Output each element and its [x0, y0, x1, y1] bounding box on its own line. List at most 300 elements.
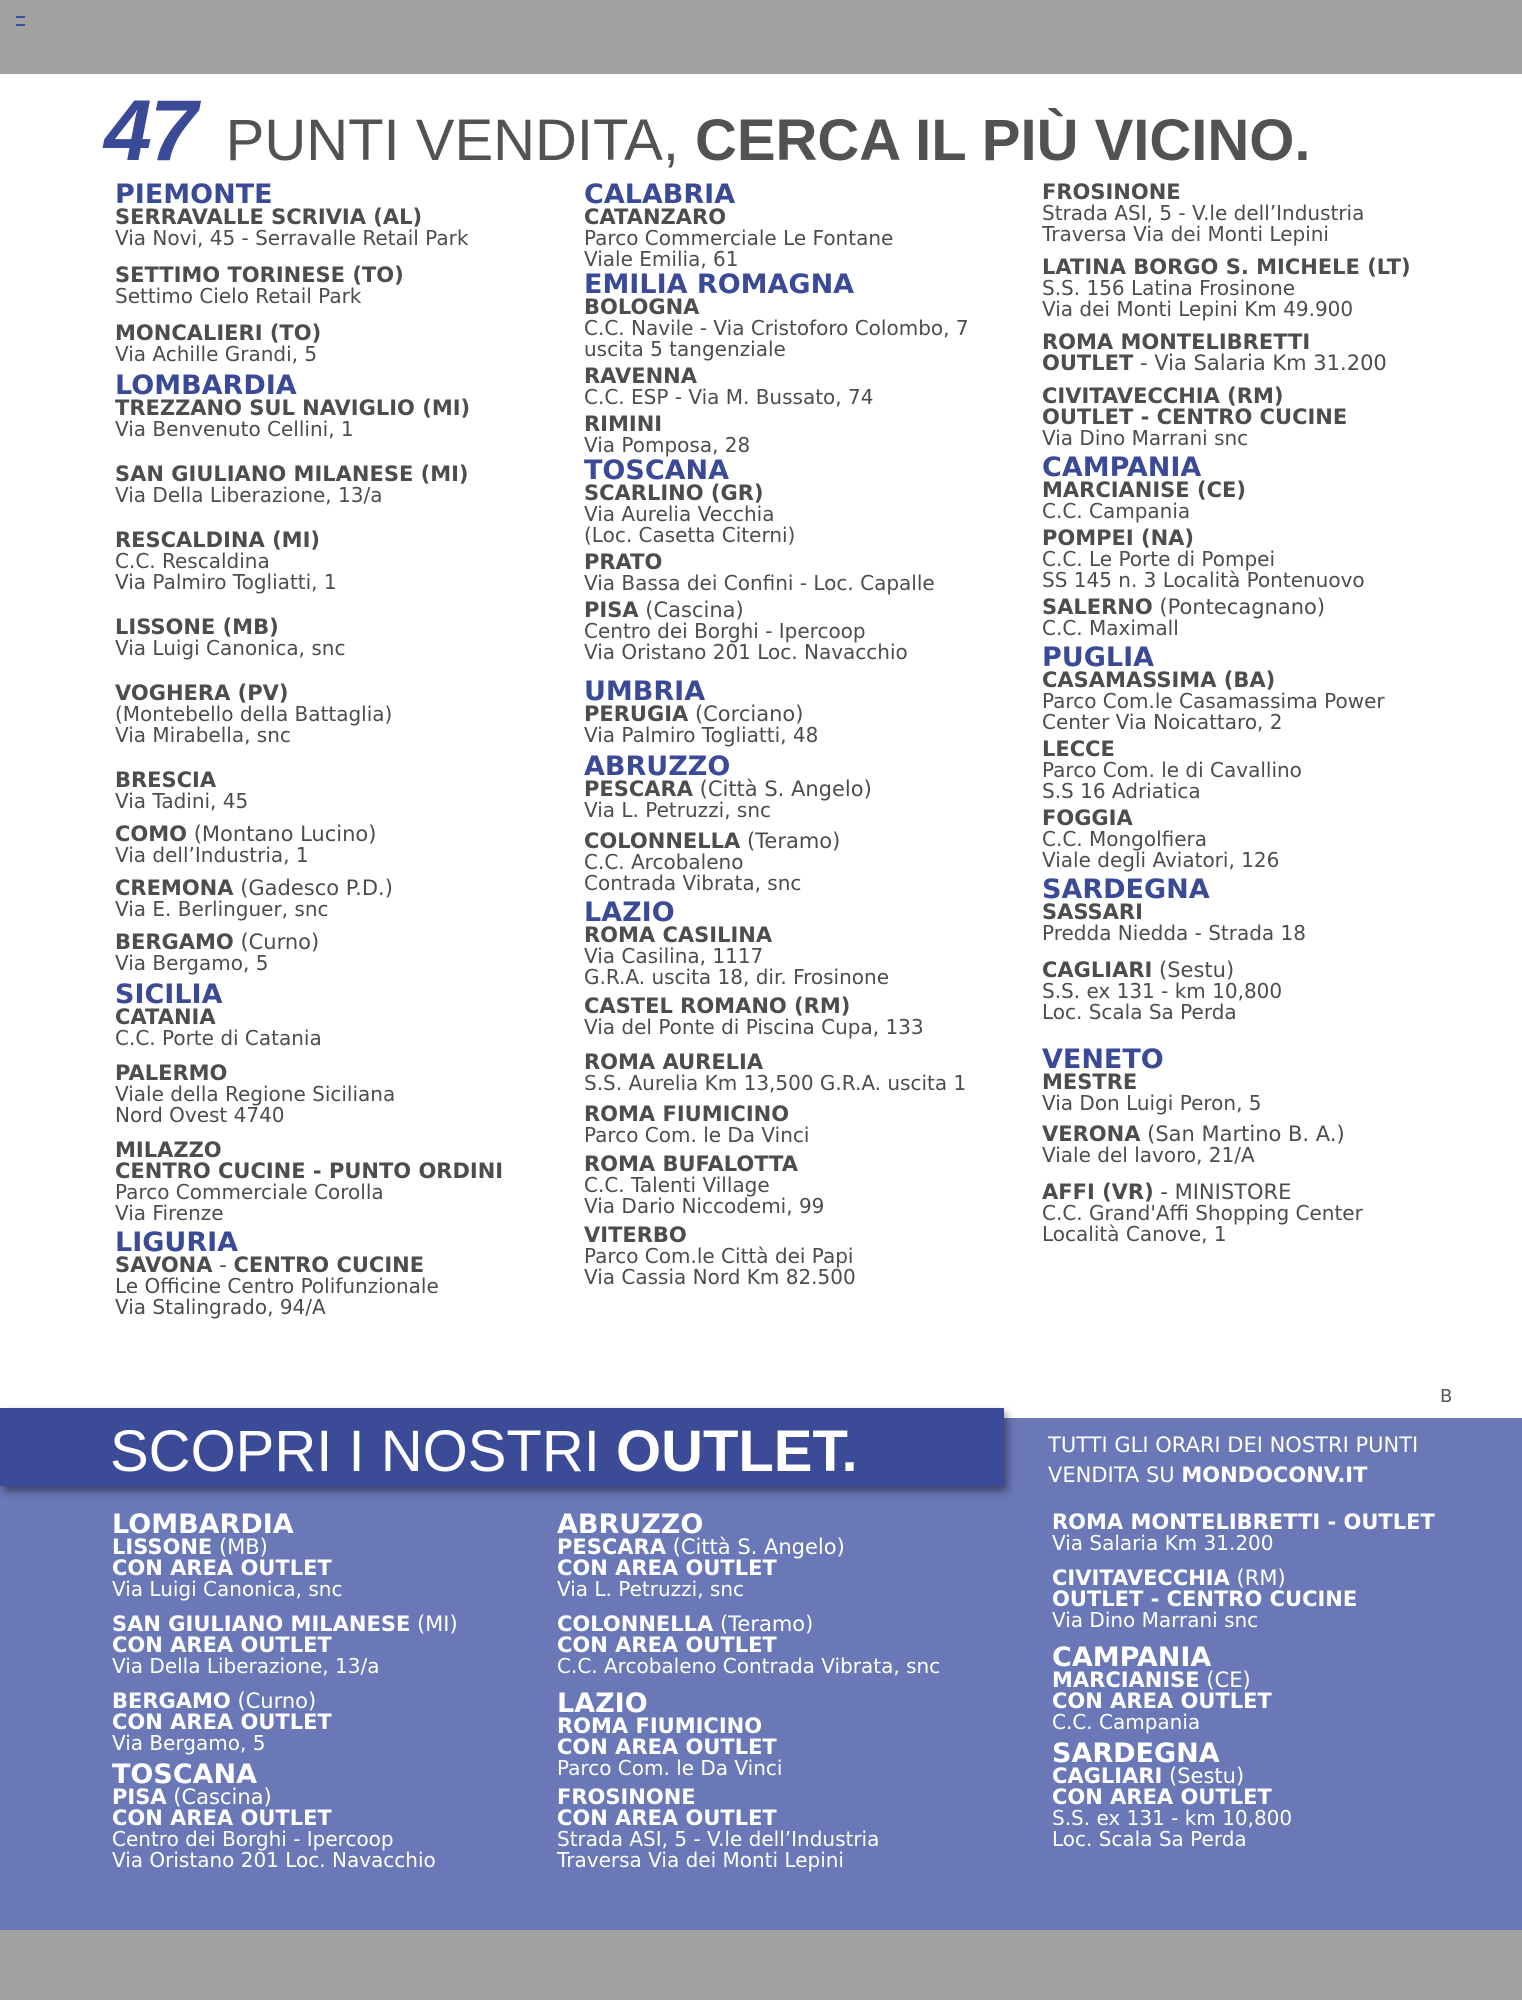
- region-heading: VENETO: [1042, 1044, 1164, 1075]
- store-name: [115, 265, 535, 286]
- store-name: [584, 1104, 1004, 1125]
- store-entry: [1052, 1568, 1512, 1631]
- outlet-banner: [0, 1408, 1004, 1486]
- store-name-text: MARCIANISE (CE): [1042, 478, 1246, 502]
- store-entry: [584, 414, 1004, 456]
- store-name-text: RAVENNA: [584, 364, 697, 388]
- store-subtitle-text: CENTRO CUCINE - PUNTO ORDINI: [115, 1159, 504, 1183]
- store-name-text: PALERMO: [115, 1061, 228, 1085]
- address-line: Viale della Regione Siciliana: [115, 1082, 396, 1106]
- store-subtitle-text: CON AREA OUTLET: [557, 1735, 777, 1759]
- title-bold: CERCA IL PIÙ VICINO.: [694, 108, 1311, 173]
- store-name-text: VOGHERA (PV): [115, 681, 289, 705]
- store-name-text: SASSARI: [1042, 900, 1143, 924]
- store-name-text: MONCALIERI (TO): [115, 321, 322, 345]
- store-name: [584, 600, 1004, 621]
- store-entry: [1052, 1738, 1512, 1851]
- store-entry: [1042, 528, 1462, 591]
- store-subtitle: [1052, 1691, 1512, 1712]
- stores-column-3: [1042, 182, 1462, 1245]
- address-line: Traversa Via dei Monti Lepini: [557, 1848, 844, 1872]
- store-entry: [584, 179, 1004, 271]
- region-heading: LOMBARDIA: [112, 1509, 294, 1540]
- address-line: Parco Com. le Da Vinci: [557, 1756, 783, 1780]
- store-name-text: COLONNELLA: [584, 829, 741, 853]
- store-subtitle-text: CON AREA OUTLET: [557, 1806, 777, 1830]
- store-name-text: PISA: [584, 598, 639, 622]
- store-name: [1042, 902, 1462, 923]
- store-name: [1042, 960, 1462, 981]
- store-name: [1052, 1568, 1512, 1589]
- store-name-text: FROSINONE: [557, 1785, 696, 1809]
- store-subtitle-text: OUTLET - CENTRO CUCINE: [1042, 405, 1348, 429]
- store-name: [1042, 670, 1462, 691]
- store-locality: (Pontecagnano): [1152, 595, 1326, 619]
- store-locality: (Sestu): [1152, 958, 1235, 982]
- store-entry: [115, 878, 535, 920]
- region-heading: PIEMONTE: [115, 179, 273, 210]
- address-line: C.C. Maximall: [1042, 616, 1179, 640]
- store-name-text: ROMA FIUMICINO: [584, 1102, 790, 1126]
- address-line: Center Via Noicattaro, 2: [1042, 710, 1283, 734]
- store-locality: (RM): [1229, 1566, 1286, 1590]
- address-line: C.C. Navile - Via Cristoforo Colombo, 7: [584, 316, 969, 340]
- address-line: Via E. Berlinguer, snc: [115, 897, 329, 921]
- store-locality: (Cascina): [166, 1785, 272, 1809]
- store-name: [115, 530, 535, 551]
- outlet-banner-title: SCOPRI I NOSTRI OUTLET.: [110, 1419, 858, 1484]
- address-line: Le Officine Centro Polifunzionale: [115, 1274, 439, 1298]
- store-name: [115, 464, 535, 485]
- store-subtitle-text: CON AREA OUTLET: [112, 1806, 332, 1830]
- store-entry: [1042, 1182, 1462, 1245]
- store-locality: (Teramo): [713, 1612, 814, 1636]
- address-line: Via Tadini, 45: [115, 789, 249, 813]
- store-name-text: TREZZANO SUL NAVIGLIO (MI): [115, 396, 471, 420]
- store-name-text: RESCALDINA (MI): [115, 528, 320, 552]
- address-line: Via Dino Marrani snc: [1052, 1608, 1259, 1632]
- address-line: Via Luigi Canonica, snc: [112, 1577, 343, 1601]
- store-entry: [112, 1759, 572, 1872]
- store-name: [584, 414, 1004, 435]
- store-subtitle: [557, 1808, 1017, 1829]
- store-entry: [1052, 1642, 1512, 1734]
- store-entry: [557, 1688, 1017, 1780]
- store-name: [584, 925, 1004, 946]
- store-name: [1042, 1124, 1462, 1145]
- store-entry: [115, 370, 535, 441]
- store-subtitle-text: CON AREA OUTLET: [112, 1633, 332, 1657]
- store-entry: [115, 464, 535, 506]
- store-name: [115, 824, 535, 845]
- region-heading: SICILIA: [115, 979, 223, 1010]
- store-name-text: LISSONE (MB): [115, 615, 279, 639]
- address-line: C.C. Campania: [1042, 499, 1191, 523]
- address-line: Via Dino Marrani snc: [1042, 426, 1249, 450]
- store-name: [584, 831, 1004, 852]
- store-entry: [115, 979, 535, 1050]
- store-entry: [115, 323, 535, 365]
- store-subtitle: [112, 1808, 572, 1829]
- address-line: C.C. Arcobaleno Contrada Vibrata, snc: [557, 1654, 941, 1678]
- store-entry: [584, 455, 1004, 547]
- store-name-text: MILAZZO: [115, 1138, 222, 1162]
- store-name-text: CIVITAVECCHIA: [1052, 1566, 1230, 1590]
- store-name-text: BERGAMO: [115, 930, 234, 954]
- store-locality: (CE): [1199, 1668, 1251, 1692]
- address-line: Via Don Luigi Peron, 5: [1042, 1091, 1262, 1115]
- store-locality: (Curno): [230, 1689, 317, 1713]
- store-name: [115, 1007, 535, 1028]
- store-subtitle-text: CON AREA OUTLET: [1052, 1785, 1272, 1809]
- address-line: Viale degli Aviatori, 126: [1042, 848, 1280, 872]
- stores-column-2: [584, 179, 1004, 1289]
- address-line: Via Novi, 45 - Serravalle Retail Park: [115, 226, 469, 250]
- store-entry: [1052, 1512, 1512, 1554]
- address-line: Viale del lavoro, 21/A: [1042, 1143, 1255, 1167]
- store-locality: (Cascina): [638, 598, 744, 622]
- store-subtitle-text: CON AREA OUTLET: [1052, 1689, 1272, 1713]
- store-entry: [584, 996, 1004, 1038]
- store-name: [112, 1691, 572, 1712]
- store-entry: [115, 530, 535, 593]
- address-line: Località Canove, 1: [1042, 1222, 1227, 1246]
- address-line: Via dei Monti Lepini Km 49.900: [1042, 297, 1354, 321]
- store-name-text: SALERNO: [1042, 595, 1153, 619]
- store-subtitle-text: CON AREA OUTLET: [557, 1633, 777, 1657]
- store-entry: [584, 366, 1004, 408]
- store-subtitle: [1052, 1787, 1512, 1808]
- menu-icon: [16, 16, 25, 26]
- store-name-text: COMO: [115, 822, 188, 846]
- address-line: uscita 5 tangenziale: [584, 337, 786, 361]
- store-name: [584, 779, 1004, 800]
- address-line: C.C. Arcobaleno: [584, 850, 744, 874]
- address-line: Parco Com.le Città dei Papi: [584, 1244, 854, 1268]
- address-line: Parco Com.le Casamassima Power: [1042, 689, 1385, 713]
- store-name: [115, 770, 535, 791]
- address-line: S.S. ex 131 - km 10,800: [1052, 1806, 1293, 1830]
- store-entry: [584, 897, 1004, 989]
- store-name-text: VERONA: [1042, 1122, 1141, 1146]
- store-entry: [1042, 808, 1462, 871]
- store-name: [1042, 528, 1462, 549]
- store-name: [584, 1225, 1004, 1246]
- store-name: [115, 1063, 535, 1084]
- store-name-text: SAN GIULIANO MILANESE: [112, 1612, 411, 1636]
- address-line: Via Cassia Nord Km 82.500: [584, 1265, 856, 1289]
- store-name: [115, 207, 535, 228]
- store-name: [584, 207, 1004, 228]
- store-name: [1042, 480, 1462, 501]
- store-entry: [584, 269, 1004, 361]
- region-heading: LAZIO: [557, 1688, 648, 1719]
- store-name-text: SETTIMO TORINESE (TO): [115, 263, 404, 287]
- address-line: C.C. Grand'Affi Shopping Center: [1042, 1201, 1363, 1225]
- region-heading: LIGURIA: [115, 1227, 239, 1258]
- store-name: [115, 1140, 535, 1161]
- address-line: Via Casilina, 1117: [584, 944, 764, 968]
- store-entry: [584, 1104, 1004, 1146]
- address-line: Contrada Vibrata, snc: [584, 871, 802, 895]
- store-name-text: PISA: [112, 1785, 167, 1809]
- page-title: [104, 82, 1311, 179]
- opening-hours-note: TUTTI GLI ORARI DEI NOSTRI PUNTI VENDITA SU MONDOCONV.IT: [1048, 1433, 1419, 1487]
- store-name-text: LECCE: [1042, 737, 1115, 761]
- region-heading: TOSCANA: [584, 455, 730, 486]
- store-name: [584, 483, 1004, 504]
- address-line: Via Benvenuto Cellini, 1: [115, 417, 354, 441]
- address-line: Via L. Petruzzi, snc: [557, 1577, 745, 1601]
- region-heading: LOMBARDIA: [115, 370, 297, 401]
- store-name-text: BRESCIA: [115, 768, 217, 792]
- store-name-text: AFFI (VR): [1042, 1180, 1154, 1204]
- store-name-text: SAN GIULIANO MILANESE (MI): [115, 462, 469, 486]
- outlet-column-3: [1052, 1512, 1512, 1850]
- address-line: Loc. Scala Sa Perda: [1042, 1000, 1237, 1024]
- store-name-text: CASAMASSIMA (BA): [1042, 668, 1276, 692]
- store-name-text: SAVONA: [115, 1253, 213, 1277]
- address-line: Via Aurelia Vecchia: [584, 502, 775, 526]
- store-subtitle-text: OUTLET: [1042, 351, 1134, 375]
- store-name-text: POMPEI (NA): [1042, 526, 1195, 550]
- store-entry: [584, 751, 1004, 822]
- title-light: PUNTI VENDITA,: [225, 108, 679, 173]
- store-entry: [115, 770, 535, 812]
- store-name: [1042, 1072, 1462, 1093]
- store-name: [115, 398, 535, 419]
- store-entry: [557, 1509, 1017, 1601]
- store-entry: [584, 1052, 1004, 1094]
- store-locality: - MINISTORE: [1153, 1180, 1292, 1204]
- region-heading: UMBRIA: [584, 676, 706, 707]
- address-line: Via Pomposa, 28: [584, 433, 751, 457]
- address-line: Via Dario Niccodemi, 99: [584, 1194, 825, 1218]
- store-name-text: ROMA FIUMICINO: [557, 1714, 763, 1738]
- store-name-text: CAGLIARI: [1042, 958, 1153, 982]
- address-line: Via Luigi Canonica, snc: [115, 636, 346, 660]
- store-name-text: LATINA BORGO S. MICHELE (LT): [1042, 255, 1411, 279]
- store-entry: [584, 831, 1004, 894]
- address-line: C.C. ESP - Via M. Bussato, 74: [584, 385, 874, 409]
- address-line: G.R.A. uscita 18, dir. Frosinone: [584, 965, 889, 989]
- store-name-text: BOLOGNA: [584, 295, 700, 319]
- address-line: Via Oristano 201 Loc. Navacchio: [112, 1848, 436, 1872]
- store-name: [1052, 1670, 1512, 1691]
- store-entry: [115, 1140, 535, 1224]
- store-entry: [115, 179, 535, 250]
- store-name: [557, 1716, 1017, 1737]
- address-line: S.S. Aurelia Km 13,500 G.R.A. uscita 1: [584, 1071, 967, 1095]
- store-name: [557, 1537, 1017, 1558]
- store-name-text: COLONNELLA: [557, 1612, 714, 1636]
- address-line: C.C. Talenti Village: [584, 1173, 770, 1197]
- store-entry: [557, 1787, 1017, 1871]
- store-name: [1042, 597, 1462, 618]
- store-name-text: PESCARA: [557, 1535, 666, 1559]
- store-name-text: RIMINI: [584, 412, 663, 436]
- store-name: [584, 552, 1004, 573]
- store-locality: (Gadesco P.D.): [233, 876, 393, 900]
- store-entry: [115, 1227, 535, 1319]
- address-line: Via Salaria Km 31.200: [1052, 1531, 1274, 1555]
- store-name-text: BERGAMO: [112, 1689, 231, 1713]
- store-name: [115, 617, 535, 638]
- bottom-bar: [0, 1930, 1522, 2000]
- address-line: Parco Commerciale Le Fontane: [584, 226, 894, 250]
- store-entry: [584, 1154, 1004, 1217]
- store-subtitle: [557, 1635, 1017, 1656]
- address-line: Via Della Liberazione, 13/a: [112, 1654, 380, 1678]
- store-entry: [557, 1614, 1017, 1677]
- region-heading: SARDEGNA: [1042, 874, 1210, 905]
- store-name-text: ROMA MONTELIBRETTI: [1042, 330, 1311, 354]
- store-name: [115, 323, 535, 344]
- store-entry: [1042, 182, 1462, 245]
- store-name-text: CAGLIARI: [1052, 1764, 1163, 1788]
- store-name-text: MESTRE: [1042, 1070, 1138, 1094]
- store-name: [112, 1787, 572, 1808]
- store-entry: [112, 1691, 572, 1754]
- store-subtitle: [557, 1558, 1017, 1579]
- region-heading: SARDEGNA: [1052, 1738, 1220, 1769]
- store-entry: [1042, 332, 1462, 374]
- address-line: C.C. Mongolfiera: [1042, 827, 1208, 851]
- store-entry: [1042, 1124, 1462, 1166]
- address-line: (Montebello della Battaglia): [115, 702, 393, 726]
- store-entry: [584, 1225, 1004, 1288]
- store-entry: [584, 676, 1004, 747]
- page-marker: B: [1440, 1386, 1453, 1407]
- address-line: Via del Ponte di Piscina Cupa, 133: [584, 1015, 924, 1039]
- store-name: [115, 683, 535, 704]
- store-name-text: CATANIA: [115, 1005, 216, 1029]
- store-name: [1042, 808, 1462, 829]
- address-line: Via Mirabella, snc: [115, 723, 291, 747]
- outlet-column-1: [112, 1509, 572, 1872]
- store-name: [1042, 332, 1462, 353]
- store-subtitle: [557, 1737, 1017, 1758]
- store-name-text: PERUGIA: [584, 702, 689, 726]
- store-subtitle-text: CON AREA OUTLET: [557, 1556, 777, 1580]
- address-line: Traversa Via dei Monti Lepini: [1042, 222, 1329, 246]
- store-subtitle-text: CON AREA OUTLET: [112, 1710, 332, 1734]
- store-count: 47: [104, 83, 196, 179]
- address-line: Predda Niedda - Strada 18: [1042, 921, 1306, 945]
- stores-column-1: [115, 179, 535, 1319]
- store-name: [1042, 739, 1462, 760]
- store-entry: [115, 617, 535, 659]
- store-name: [584, 996, 1004, 1017]
- store-entry: [115, 824, 535, 866]
- store-name-text: ROMA AURELIA: [584, 1050, 764, 1074]
- address-line: Strada ASI, 5 - V.le dell’Industria: [557, 1827, 880, 1851]
- store-entry: [1042, 642, 1462, 734]
- store-name-text: FROSINONE: [1042, 180, 1181, 204]
- address-line: SS 145 n. 3 Località Pontenuovo: [1042, 568, 1365, 592]
- region-heading: CAMPANIA: [1052, 1642, 1212, 1673]
- address-line: Via Della Liberazione, 13/a: [115, 483, 383, 507]
- store-name: [112, 1537, 572, 1558]
- store-entry: [1042, 452, 1462, 523]
- region-heading: PUGLIA: [1042, 642, 1155, 673]
- store-name: [112, 1614, 572, 1635]
- store-locality: (Montano Lucino): [187, 822, 377, 846]
- address-line: Loc. Scala Sa Perda: [1052, 1827, 1247, 1851]
- address-line: Via Stalingrado, 94/A: [115, 1295, 326, 1319]
- store-name: [1042, 386, 1462, 407]
- store-entry: [584, 600, 1004, 663]
- store-name-suffix: CENTRO CUCINE: [233, 1253, 425, 1277]
- address-line: Via dell’Industria, 1: [115, 843, 309, 867]
- store-name-text: ROMA BUFALOTTA: [584, 1152, 798, 1176]
- store-locality: (Città S. Angelo): [665, 1535, 845, 1559]
- store-locality: (San Martino B. A.): [1140, 1122, 1345, 1146]
- store-name: [1042, 182, 1462, 203]
- store-locality: (Città S. Angelo): [692, 777, 872, 801]
- store-subtitle-text: OUTLET - CENTRO CUCINE: [1052, 1587, 1358, 1611]
- store-name-text: ROMA MONTELIBRETTI - OUTLET: [1052, 1510, 1435, 1534]
- store-entry: [1042, 257, 1462, 320]
- address-line: Via Bergamo, 5: [112, 1731, 266, 1755]
- store-name: [1052, 1766, 1512, 1787]
- store-subtitle: [1042, 353, 1462, 374]
- store-name-text: CREMONA: [115, 876, 234, 900]
- store-locality: (Curno): [233, 930, 320, 954]
- address-line: S.S. ex 131 - km 10,800: [1042, 979, 1283, 1003]
- address-line: Via Palmiro Togliatti, 1: [115, 570, 337, 594]
- store-locality: (Corciano): [688, 702, 804, 726]
- address-line: Viale Emilia, 61: [584, 247, 739, 271]
- store-name-text: VITERBO: [584, 1223, 687, 1247]
- address-line: Parco Com. le Da Vinci: [584, 1123, 810, 1147]
- address-line: Via Bassa dei Confini - Loc. Capalle: [584, 571, 935, 595]
- store-name-text: CIVITAVECCHIA (RM): [1042, 384, 1284, 408]
- address-line: C.C. Le Porte di Pompei: [1042, 547, 1275, 571]
- top-bar: [0, 0, 1522, 74]
- address-line: Via L. Petruzzi, snc: [584, 798, 772, 822]
- region-heading: CALABRIA: [584, 179, 736, 210]
- store-name-text: ROMA CASILINA: [584, 923, 773, 947]
- address-line: C.C. Rescaldina: [115, 549, 270, 573]
- store-name: [115, 1255, 535, 1276]
- store-name: [584, 1154, 1004, 1175]
- address-line: S.S. 156 Latina Frosinone: [1042, 276, 1296, 300]
- region-heading: ABRUZZO: [584, 751, 731, 782]
- address-line: Via Palmiro Togliatti, 48: [584, 723, 819, 747]
- store-locality: -: [212, 1253, 234, 1277]
- store-locality: (MI): [410, 1612, 458, 1636]
- address-line: Strada ASI, 5 - V.le dell’Industria: [1042, 201, 1365, 225]
- region-heading: TOSCANA: [112, 1759, 258, 1790]
- website-link[interactable]: MONDOCONV.IT: [1181, 1463, 1368, 1487]
- store-locality: (Sestu): [1162, 1764, 1245, 1788]
- store-entry: [1042, 1044, 1462, 1115]
- address-line: Via Firenze: [115, 1201, 224, 1225]
- store-name: [584, 704, 1004, 725]
- store-subtitle: [112, 1558, 572, 1579]
- store-name-text: CASTEL ROMANO (RM): [584, 994, 851, 1018]
- address-line: Via Oristano 201 Loc. Navacchio: [584, 640, 908, 664]
- store-name: [1042, 1182, 1462, 1203]
- address-line: C.C. Campania: [1052, 1710, 1201, 1734]
- store-name: [557, 1787, 1017, 1808]
- address-line: Centro dei Borghi - Ipercoop: [584, 619, 866, 643]
- store-subtitle-text: CON AREA OUTLET: [112, 1556, 332, 1580]
- store-name-text: LISSONE: [112, 1535, 213, 1559]
- region-heading: ABRUZZO: [557, 1509, 704, 1540]
- region-heading: LAZIO: [584, 897, 675, 928]
